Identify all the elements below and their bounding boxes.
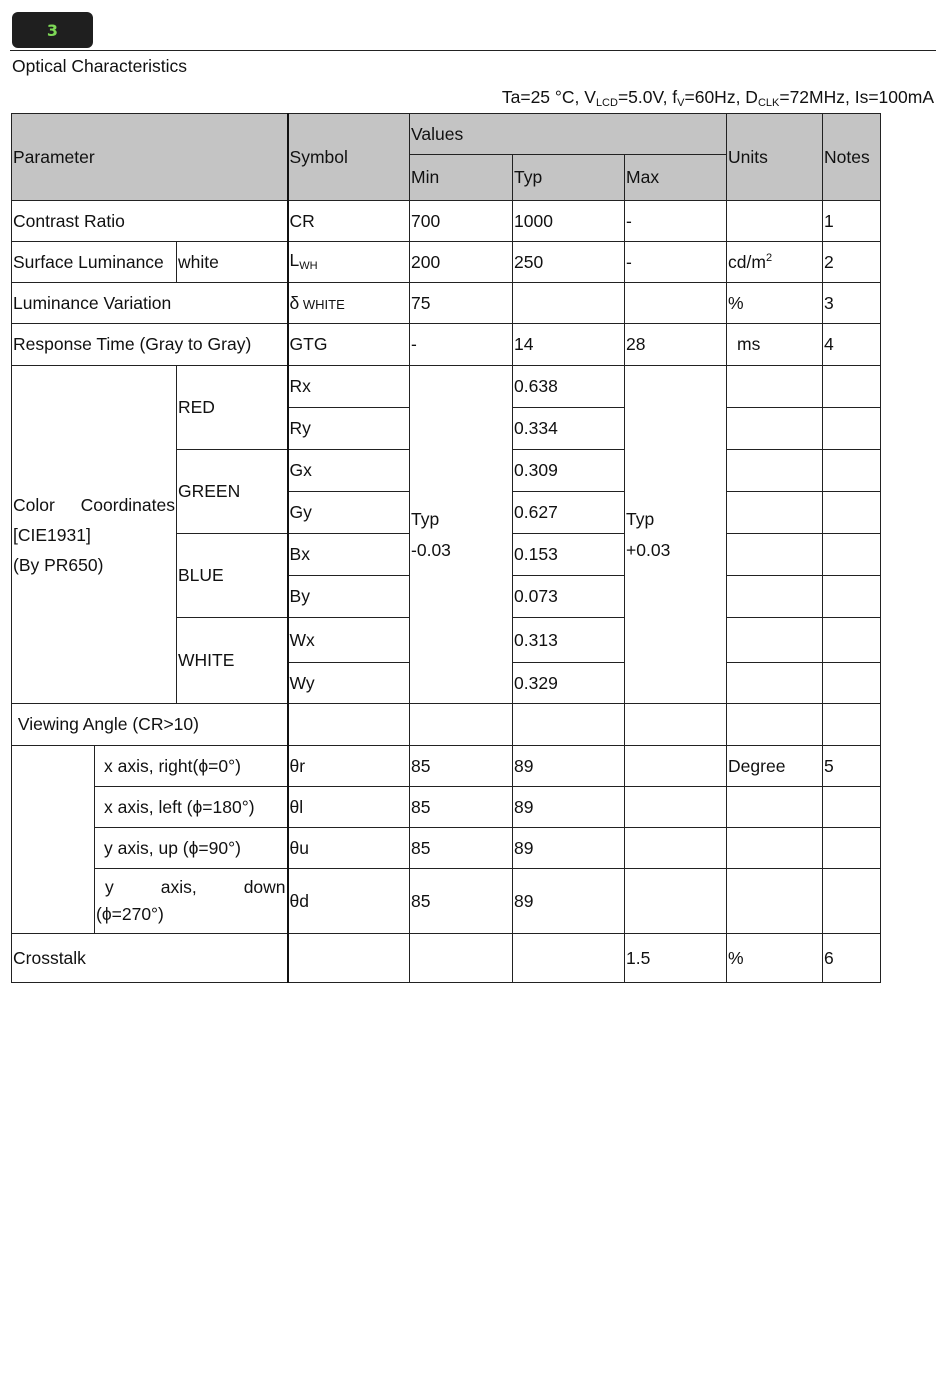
table-row: [12, 283, 881, 324]
viewing-angle-spacer: [12, 746, 95, 934]
notes-cell: 2: [823, 242, 881, 283]
notes-cell: [823, 704, 881, 746]
max-cell: [625, 704, 727, 746]
header-symbol: Symbol: [288, 114, 410, 201]
symbol-cell: θu: [288, 828, 410, 869]
min-cell: 85: [410, 746, 513, 787]
symbol-cell: Gy: [288, 492, 410, 534]
max-cell: [625, 283, 727, 324]
typ-cell: 0.073: [513, 576, 625, 618]
color-group-blue: BLUE: [177, 534, 288, 618]
viewing-label: x axis, left (ϕ=180°): [95, 787, 288, 828]
color-group-green: GREEN: [177, 450, 288, 534]
units-cell: Degree: [727, 746, 823, 787]
max-cell: [625, 828, 727, 869]
typ-cell: 89: [513, 869, 625, 934]
section-title: Optical Characteristics: [12, 56, 188, 76]
typ-cell: 0.313: [513, 618, 625, 663]
max-cell: 1.5: [625, 934, 727, 983]
table-row: [12, 934, 881, 983]
max-cell: -: [625, 242, 727, 283]
header-notes: Notes: [823, 114, 881, 201]
param-response-time: Response Time (Gray to Gray): [12, 324, 288, 366]
header-divider: [10, 50, 936, 51]
typ-cell: 89: [513, 828, 625, 869]
typ-cell: [513, 283, 625, 324]
notes-cell: [823, 450, 881, 492]
header-values: Values: [410, 114, 727, 155]
symbol-cell: Rx: [288, 366, 410, 408]
symbol-cell: $L_{WH}$: [288, 242, 410, 283]
optical-characteristics-table: [11, 113, 881, 983]
max-cell: 28: [625, 324, 727, 366]
units-cell: [727, 618, 823, 663]
min-cell: 85: [410, 828, 513, 869]
param-crosstalk: Crosstalk: [12, 934, 288, 983]
color-group-white: WHITE: [177, 618, 288, 704]
table-row: [12, 242, 881, 283]
table-row: [12, 746, 881, 787]
notes-cell: [823, 663, 881, 704]
notes-cell: [823, 787, 881, 828]
table-row: [12, 324, 881, 366]
units-cell: ms: [727, 324, 823, 366]
header-min: Min: [410, 155, 513, 201]
units-cell: [727, 828, 823, 869]
symbol-cell: θd: [288, 869, 410, 934]
notes-cell: 6: [823, 934, 881, 983]
units-cell: [727, 408, 823, 450]
typ-cell: 0.638: [513, 366, 625, 408]
units-cell: [727, 492, 823, 534]
units-cell: [727, 366, 823, 408]
min-cell: [410, 934, 513, 983]
min-cell: 85: [410, 869, 513, 934]
page-number-badge: 3: [12, 12, 93, 48]
units-cell: [727, 869, 823, 934]
param-contrast-ratio: Contrast Ratio: [12, 201, 288, 242]
symbol-cell: GTG: [288, 324, 410, 366]
min-cell: [410, 704, 513, 746]
symbol-cell: Wy: [288, 663, 410, 704]
max-cell: [625, 869, 727, 934]
units-cell: [727, 704, 823, 746]
table-row: [12, 828, 881, 869]
max-cell: [625, 746, 727, 787]
units-cell: %: [727, 934, 823, 983]
notes-cell: [823, 828, 881, 869]
units-cell: [727, 663, 823, 704]
min-cell: -: [410, 324, 513, 366]
typ-cell: [513, 704, 625, 746]
notes-cell: [823, 618, 881, 663]
symbol-cell: Bx: [288, 534, 410, 576]
table-row: [12, 201, 881, 242]
notes-cell: [823, 534, 881, 576]
param-sub-white: white: [177, 242, 288, 283]
param-surface-luminance: Surface Luminance: [12, 242, 177, 283]
symbol-cell: Ry: [288, 408, 410, 450]
min-cell: 85: [410, 787, 513, 828]
typ-cell: 0.153: [513, 534, 625, 576]
typ-cell: 0.309: [513, 450, 625, 492]
units-cell: [727, 534, 823, 576]
typ-cell: 0.334: [513, 408, 625, 450]
header-parameter: Parameter: [12, 114, 288, 201]
color-max-tolerance: Typ +0.03: [625, 366, 727, 704]
notes-cell: 4: [823, 324, 881, 366]
param-viewing-angle: Viewing Angle (CR>10): [12, 704, 288, 746]
symbol-cell: θl: [288, 787, 410, 828]
units-cell: %: [727, 283, 823, 324]
typ-cell: 89: [513, 787, 625, 828]
units-cell: [727, 201, 823, 242]
typ-cell: 14: [513, 324, 625, 366]
typ-cell: 250: [513, 242, 625, 283]
symbol-cell: [288, 934, 410, 983]
test-conditions: Ta=25 °C, $V_{LCD}=5.0V$, $f_V=60Hz$, $D_{CLK}=72MHz$, Is=100mA: [501, 87, 934, 109]
symbol-cell: Wx: [288, 618, 410, 663]
param-color-coordinates: Color Coordinates [CIE1931] (By PR650): [12, 366, 177, 704]
symbol-cell: θr: [288, 746, 410, 787]
typ-cell: 1000: [513, 201, 625, 242]
color-group-red: RED: [177, 366, 288, 450]
notes-cell: [823, 492, 881, 534]
param-luminance-variation: Luminance Variation: [12, 283, 288, 324]
typ-cell: 89: [513, 746, 625, 787]
symbol-cell: δ WHITE: [288, 283, 410, 324]
header-units: Units: [727, 114, 823, 201]
units-cell: [727, 576, 823, 618]
notes-cell: 1: [823, 201, 881, 242]
viewing-label: y axis, up (ϕ=90°): [95, 828, 288, 869]
notes-cell: 5: [823, 746, 881, 787]
typ-cell: [513, 934, 625, 983]
table-row: [12, 366, 881, 408]
symbol-cell: [288, 704, 410, 746]
typ-cell: 0.627: [513, 492, 625, 534]
units-cell: $cd/m^2$: [727, 242, 823, 283]
min-cell: 700: [410, 201, 513, 242]
notes-cell: [823, 869, 881, 934]
table-row: [12, 787, 881, 828]
symbol-cell: By: [288, 576, 410, 618]
table-row: [12, 869, 881, 934]
table-row: [12, 704, 881, 746]
symbol-cell: CR: [288, 201, 410, 242]
symbol-cell: Gx: [288, 450, 410, 492]
viewing-label: y axis, down (ϕ=270°): [95, 869, 288, 934]
min-cell: 200: [410, 242, 513, 283]
notes-cell: [823, 576, 881, 618]
units-cell: [727, 787, 823, 828]
viewing-label: x axis, right(ϕ=0°): [95, 746, 288, 787]
min-cell: 75: [410, 283, 513, 324]
notes-cell: [823, 366, 881, 408]
notes-cell: [823, 408, 881, 450]
max-cell: -: [625, 201, 727, 242]
header-typ: Typ: [513, 155, 625, 201]
max-cell: [625, 787, 727, 828]
color-min-tolerance: Typ -0.03: [410, 366, 513, 704]
header-max: Max: [625, 155, 727, 201]
notes-cell: 3: [823, 283, 881, 324]
typ-cell: 0.329: [513, 663, 625, 704]
units-cell: [727, 450, 823, 492]
